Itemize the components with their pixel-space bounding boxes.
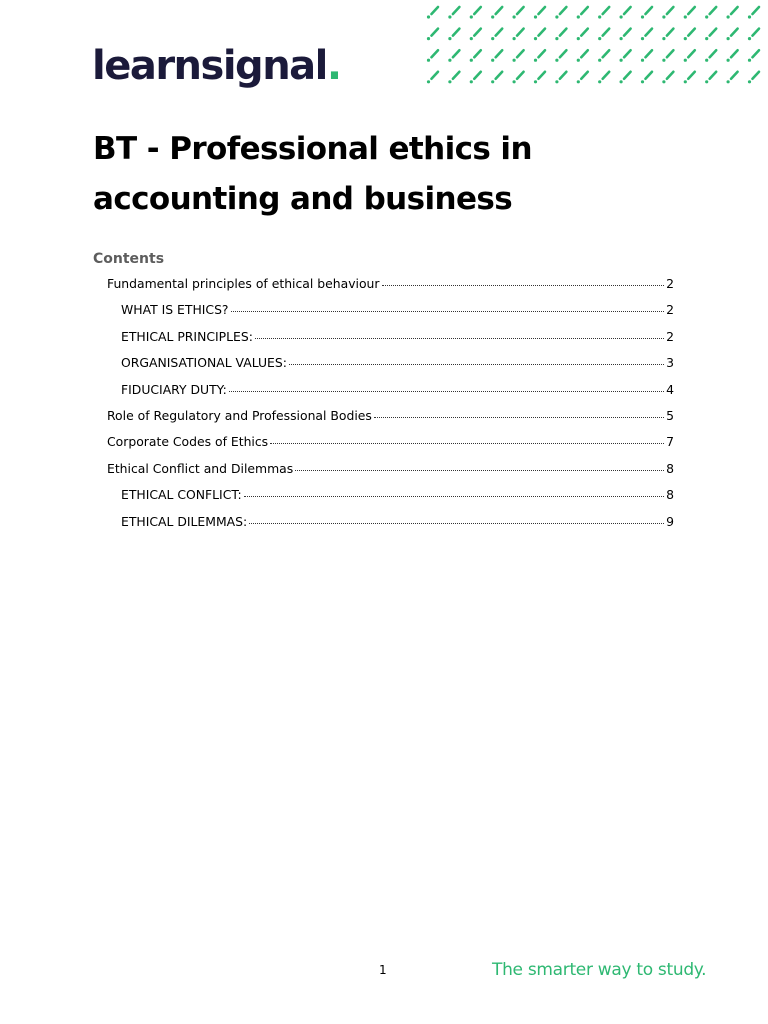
pattern-mark <box>470 72 481 84</box>
logo-dot: . <box>326 43 341 89</box>
pattern-mark <box>513 50 524 62</box>
tagline: The smarter way to study. <box>492 960 707 980</box>
pattern-mark <box>534 7 545 19</box>
pattern-mark <box>727 7 738 19</box>
pattern-mark <box>577 72 588 84</box>
pattern-mark <box>427 50 438 62</box>
pattern-mark <box>513 72 524 84</box>
pattern-mark <box>470 7 481 19</box>
toc-entry-page: 9 <box>666 513 674 529</box>
toc-dot-leader <box>295 469 664 471</box>
toc-entry-page: 2 <box>666 302 674 318</box>
pattern-mark <box>577 29 588 41</box>
pattern-mark <box>491 7 502 19</box>
pattern-mark <box>470 50 481 62</box>
page-number: 1 <box>379 963 387 977</box>
document-title: BT - Professional ethics in accounting and business <box>93 131 532 217</box>
pattern-mark <box>427 29 438 41</box>
toc-entry-label: FIDUCIARY DUTY: <box>121 381 227 397</box>
pattern-mark <box>662 7 673 19</box>
toc-entry-page: 8 <box>666 460 674 476</box>
pattern-mark <box>555 7 566 19</box>
pattern-mark <box>748 29 759 41</box>
toc-dot-leader <box>229 390 664 392</box>
pattern-mark <box>448 50 459 62</box>
toc-entry-label: ORGANISATIONAL VALUES: <box>121 355 287 371</box>
pattern-mark <box>662 29 673 41</box>
pattern-mark <box>555 72 566 84</box>
toc-entry[interactable] <box>121 382 674 402</box>
toc-entry-label: Role of Regulatory and Professional Bodies <box>107 408 372 423</box>
pattern-mark <box>641 50 652 62</box>
toc-entry-label: ETHICAL DILEMMAS: <box>121 513 248 529</box>
toc-entry-page: 2 <box>666 276 674 291</box>
pattern-mark <box>684 29 695 41</box>
toc-entry-page: 5 <box>666 408 674 423</box>
toc-dot-leader <box>382 284 665 286</box>
pattern-mark <box>727 50 738 62</box>
pattern-mark <box>598 7 609 19</box>
toc-entry[interactable] <box>107 461 674 481</box>
toc-dot-leader <box>244 495 664 497</box>
pattern-mark <box>620 50 631 62</box>
toc-dot-leader <box>231 310 665 312</box>
toc-dot-leader <box>374 416 664 418</box>
toc-dot-leader <box>289 363 664 365</box>
pattern-mark <box>577 7 588 19</box>
toc-entry-page: 8 <box>666 487 674 503</box>
toc-entry[interactable] <box>107 408 674 428</box>
contents-heading: Contents <box>93 251 165 267</box>
toc-entry-label: ETHICAL CONFLICT: <box>121 487 242 503</box>
pattern-mark <box>684 72 695 84</box>
toc-entry[interactable] <box>121 329 674 349</box>
pattern-mark <box>727 72 738 84</box>
pattern-mark <box>705 29 716 41</box>
pattern-mark <box>470 29 481 41</box>
pattern-mark <box>641 29 652 41</box>
pattern-mark <box>448 29 459 41</box>
toc-entry-page: 2 <box>666 328 674 344</box>
pattern-mark <box>620 72 631 84</box>
toc-entry-label: Fundamental principles of ethical behaviour <box>107 276 380 291</box>
pattern-mark <box>662 50 673 62</box>
pattern-mark <box>555 29 566 41</box>
pattern-mark <box>427 7 438 19</box>
pattern-mark <box>513 29 524 41</box>
pattern-mark <box>641 7 652 19</box>
pattern-mark <box>598 72 609 84</box>
pattern-mark <box>705 72 716 84</box>
toc-entry[interactable] <box>121 355 674 375</box>
toc-entry[interactable] <box>121 487 674 507</box>
toc-dot-leader <box>249 522 664 524</box>
toc-entry-label: ETHICAL PRINCIPLES: <box>121 328 253 344</box>
toc-entry-label: Corporate Codes of Ethics <box>107 434 269 450</box>
pattern-mark <box>598 50 609 62</box>
toc-entry-label: WHAT IS ETHICS? <box>121 302 229 318</box>
toc-entry[interactable] <box>121 302 674 322</box>
pattern-mark <box>491 29 502 41</box>
slash-dot-pattern-icon <box>424 2 768 86</box>
logo-text: learnsignal <box>92 43 327 89</box>
pattern-mark <box>534 72 545 84</box>
pattern-mark <box>620 29 631 41</box>
pattern-mark <box>534 29 545 41</box>
toc-entry-page: 3 <box>666 355 674 371</box>
pattern-mark <box>748 50 759 62</box>
pattern-mark <box>641 72 652 84</box>
pattern-mark <box>620 7 631 19</box>
pattern-mark <box>748 72 759 84</box>
pattern-mark <box>577 50 588 62</box>
pattern-mark <box>448 72 459 84</box>
pattern-mark <box>491 50 502 62</box>
toc-entry[interactable] <box>107 434 674 454</box>
pattern-mark <box>662 72 673 84</box>
pattern-mark <box>448 7 459 19</box>
pattern-mark <box>427 72 438 84</box>
pattern-mark <box>598 29 609 41</box>
pattern-mark <box>555 50 566 62</box>
pattern-mark <box>513 7 524 19</box>
pattern-mark <box>705 50 716 62</box>
pattern-mark <box>727 29 738 41</box>
toc-entry-page: 7 <box>666 434 674 450</box>
learnsignal-logo <box>92 38 341 94</box>
pattern-mark <box>491 72 502 84</box>
toc-dot-leader <box>255 337 664 339</box>
pattern-mark <box>705 7 716 19</box>
toc-entry-page: 4 <box>666 381 674 397</box>
pattern-mark <box>748 7 759 19</box>
pattern-mark <box>684 7 695 19</box>
toc-entry[interactable] <box>121 514 674 534</box>
toc-dot-leader <box>270 442 664 444</box>
pattern-mark <box>684 50 695 62</box>
toc-entry-label: Ethical Conflict and Dilemmas <box>107 460 294 476</box>
toc-entry[interactable] <box>107 276 674 296</box>
pattern-mark <box>534 50 545 62</box>
